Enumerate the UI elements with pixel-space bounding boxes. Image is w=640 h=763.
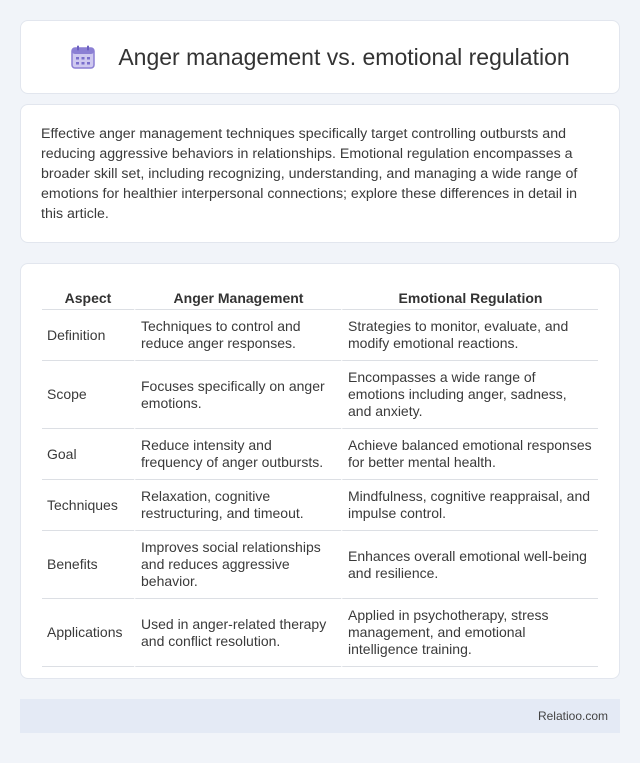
row-label: Applications xyxy=(42,599,134,667)
row-label: Benefits xyxy=(42,531,134,599)
anger-management-cell: Focuses specifically on anger emotions. xyxy=(134,361,341,429)
table-header-row xyxy=(42,284,598,310)
intro-card xyxy=(20,104,620,243)
emotional-regulation-cell: Mindfulness, cognitive reappraisal, and impulse control. xyxy=(341,480,598,531)
comparison-table-card xyxy=(20,263,620,679)
emotional-regulation-cell: Encompasses a wide range of emotions including anger, sadness, and anxiety. xyxy=(341,361,598,429)
row-label: Goal xyxy=(42,429,134,480)
comparison-table xyxy=(42,284,598,667)
anger-management-cell: Used in anger-related therapy and conflict resolution. xyxy=(134,599,341,667)
intro-text: Effective anger management techniques specifically target controlling outbursts and reducing aggressive behaviors in relationships. Emotional regulation encompasses a broader skill set, including recognizing, understanding, and managing a wide range of emotions for healthier interpersonal connections; explore these differences in detail in this article. xyxy=(41,126,578,222)
row-label: Techniques xyxy=(42,480,134,531)
table-row-goal xyxy=(42,429,598,480)
title-card xyxy=(20,20,620,94)
header-emotional-regulation: Emotional Regulation xyxy=(341,284,598,310)
footer xyxy=(20,699,620,733)
anger-management-cell: Relaxation, cognitive restructuring, and timeout. xyxy=(134,480,341,531)
emotional-regulation-cell: Enhances overall emotional well-being and resilience. xyxy=(341,531,598,599)
footer-brand[interactable]: Relatioo.com xyxy=(537,709,608,723)
anger-management-cell: Reduce intensity and frequency of anger outbursts. xyxy=(134,429,341,480)
row-label: Scope xyxy=(42,361,134,429)
anger-management-cell: Improves social relationships and reduces aggressive behavior. xyxy=(134,531,341,599)
anger-management-cell: Techniques to control and reduce anger responses. xyxy=(134,310,341,361)
header-anger-management: Anger Management xyxy=(134,284,341,310)
row-label: Definition xyxy=(42,310,134,361)
page-title: Anger management vs. emotional regulation xyxy=(118,43,570,70)
table-row-definition xyxy=(42,310,598,361)
calendar-icon xyxy=(70,44,96,70)
table-row-benefits xyxy=(42,531,598,599)
header-aspect: Aspect xyxy=(42,284,134,310)
emotional-regulation-cell: Applied in psychotherapy, stress management, and emotional intelligence training. xyxy=(341,599,598,667)
table-row-applications xyxy=(42,599,598,667)
emotional-regulation-cell: Strategies to monitor, evaluate, and modify emotional reactions. xyxy=(341,310,598,361)
table-row-techniques xyxy=(42,480,598,531)
emotional-regulation-cell: Achieve balanced emotional responses for better mental health. xyxy=(341,429,598,480)
table-row-scope xyxy=(42,361,598,429)
